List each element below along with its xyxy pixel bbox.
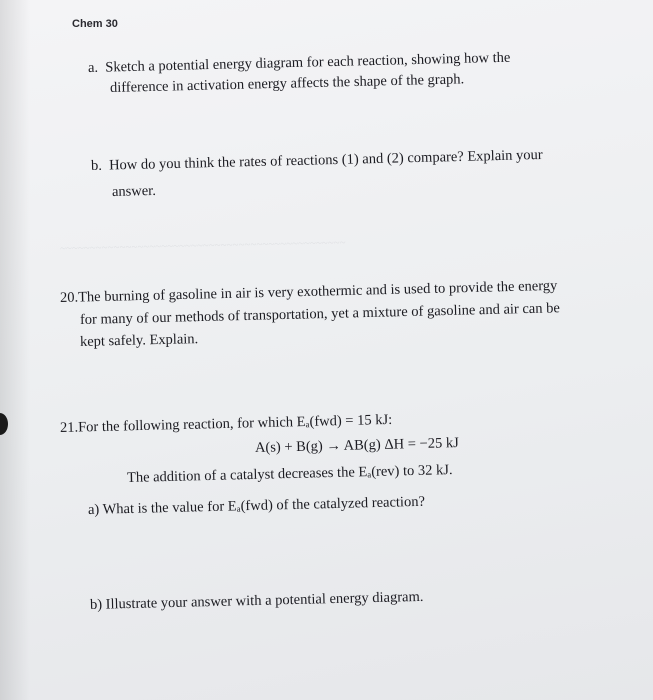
bleed-through-texture: ~~~~~~~~~~~~~~~~~~~~~~~~~~~~~~~~~~~~~~~~~~~~~~~~ — [59, 237, 346, 255]
question-21-part-a: a) What is the value for Eₐ(fwd) of the catalyzed reaction? — [87, 493, 426, 518]
question-b-text-1: How do you think the rates of reactions (1) and (2) compare? Explain your — [108, 146, 543, 174]
question-21-part-b: b) Illustrate your answer with a potential energy diagram. — [89, 588, 424, 613]
question-20-line-2: for many of our methods of transportation, yet a mixture of gasoline and air can be — [79, 300, 561, 328]
reaction-equation: A(s) + B(g) → AB(g) ΔH = −25 kJ — [254, 435, 459, 456]
question-20-line-3: kept safely. Explain. — [79, 331, 199, 350]
question-21-line-1 — [60, 412, 393, 437]
question-a-line-2: difference in activation energy affects the shape of the graph. — [109, 71, 465, 96]
page-shadow — [0, 0, 30, 700]
catalyst-statement: The addition of a catalyst decreases the Eₐ(rev) to 32 kJ. — [126, 462, 453, 486]
question-a-text-1: Sketch a potential energy diagram for each reaction, showing how the — [105, 49, 511, 76]
question-20-text-1: The burning of gasoline in air is very exothermic and is used to provide the energy — [77, 277, 558, 306]
question-21-text-1: For the following reaction, for which Eₐ(fwd) = 15 kJ: — [77, 411, 393, 436]
question-b-line-1 — [91, 147, 543, 175]
question-b-label: b. — [90, 157, 103, 174]
question-b-line-2: answer. — [111, 182, 157, 200]
question-20-label: 20. — [59, 289, 79, 306]
course-header: Chem 30 — [72, 18, 118, 30]
question-21-label: 21. — [59, 419, 79, 436]
question-a-label: a. — [87, 59, 99, 76]
